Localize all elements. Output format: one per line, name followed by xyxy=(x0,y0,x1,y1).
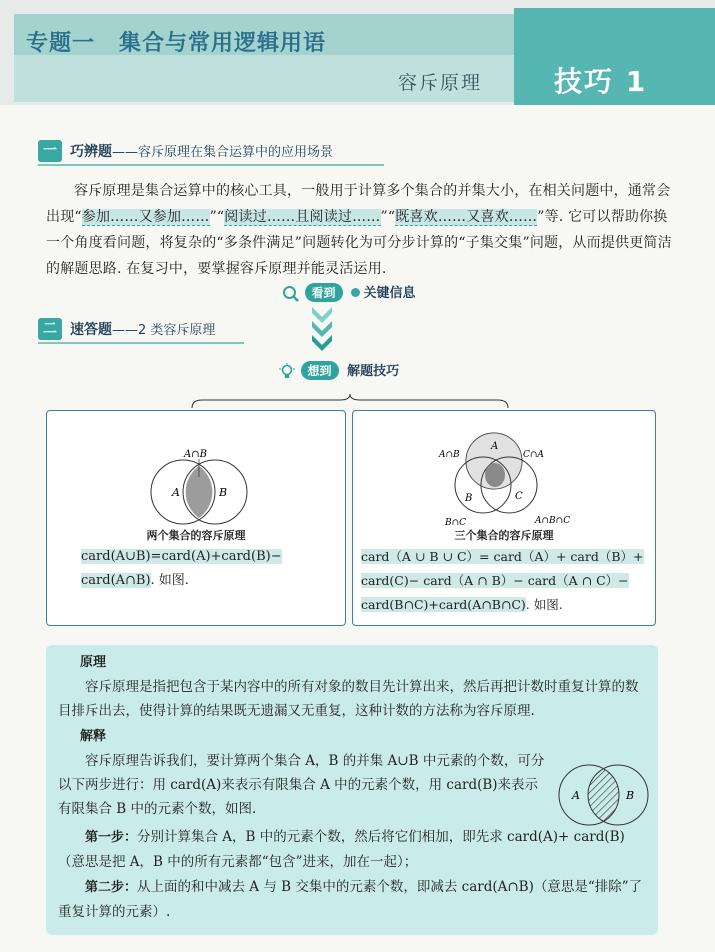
two-set-caption: 两个集合的容斥原理 xyxy=(146,529,246,542)
explain-text: 容斥原理告诉我们，要计算两个集合 A，B 的并集 A∪B 中元素的个数，可分以下两步进行：用 card(A)来表示有限集合 A 中的元素个数，用 card(B)来表示有限集合 B 中的元素个数，如图. xyxy=(58,753,545,817)
venn-label-intersection: A∩B xyxy=(184,449,207,460)
skill-label: 技巧 1 xyxy=(554,65,648,98)
lightbulb-icon xyxy=(278,363,296,381)
venn3-label-a: A xyxy=(491,441,499,452)
section2-underline xyxy=(38,342,244,344)
venn3-label-bc: B∩C xyxy=(445,518,467,528)
section2-heading xyxy=(38,318,215,340)
keyword-highlight-2: 阅读过……且阅读过…… xyxy=(224,209,381,225)
section2-subtitle: ——2 类容斥原理 xyxy=(112,323,216,338)
section2-title xyxy=(70,319,215,339)
section1-title xyxy=(70,141,333,161)
panel-venn-label-b: B xyxy=(626,789,635,802)
topic-title xyxy=(26,26,326,57)
two-set-formula: card(A∪B)=card(A)+card(B)− card(A∩B). 如图. xyxy=(81,549,282,588)
explain-title: 解释 xyxy=(80,729,107,744)
brace-connector xyxy=(190,392,510,410)
principle-panel xyxy=(46,645,658,935)
venn-label-b: B xyxy=(219,486,228,499)
think-text: 解题技巧 xyxy=(347,364,400,379)
three-set-formula: card（A ∪ B ∪ C）= card（A）+ card（B）+ card(C)− card（A ∩ B）− card（A ∩ C）− card(B∩C)+card(A∩B∩C). 如图. xyxy=(361,549,644,612)
think-skill xyxy=(278,360,399,381)
see-pill: 看到 xyxy=(305,283,343,302)
page-header xyxy=(0,0,715,105)
section2-badge: 二 xyxy=(38,318,62,340)
down-chevrons-icon xyxy=(311,305,333,353)
two-set-card xyxy=(46,410,346,626)
three-set-venn-diagram xyxy=(437,419,587,529)
subtopic-title: 容斥原理 xyxy=(398,72,483,94)
keyword-highlight-3: 既喜欢……又喜欢…… xyxy=(395,209,538,225)
panel-venn-label-a: A xyxy=(572,789,580,802)
section2-title-main: 速答题 xyxy=(70,322,112,338)
topic-name: 集合与常用逻辑用语 xyxy=(119,31,327,56)
see-text: 关键信息 xyxy=(363,286,416,301)
see-key-info xyxy=(282,282,416,303)
keyword-highlight-1: 参加……又参加…… xyxy=(81,209,210,225)
venn3-label-b: B xyxy=(465,493,473,504)
bullet-dot-icon xyxy=(351,288,360,297)
principle-text: 容斥原理是指把包含于某内容中的所有对象的数目先计算出来，然后再把计数时重复计算的数目排斥出去，使得计算的结果既无遗漏又无重复，这种计数的方法称为容斥原理. xyxy=(58,679,639,719)
section1-subtitle: ——容斥原理在集合运算中的应用场景 xyxy=(112,145,334,160)
think-pill: 想到 xyxy=(301,361,339,380)
three-set-card xyxy=(352,410,656,626)
magnifier-icon xyxy=(282,285,300,303)
two-set-venn-diagram xyxy=(139,447,259,527)
venn3-label-c: C xyxy=(515,491,523,502)
venn3-label-abc: A∩B∩C xyxy=(535,516,571,526)
principle-title: 原理 xyxy=(80,655,107,670)
step1-text: 第一步：分别计算集合 A，B 中的元素个数，然后将它们相加，即先求 card(A)+ card(B)（意思是把 A，B 中的所有元素都“包含”进来，加在一起）； xyxy=(58,829,625,870)
section1-underline xyxy=(38,164,384,166)
section1-heading xyxy=(38,140,339,162)
venn-label-a: A xyxy=(172,486,180,499)
intro-paragraph: 容斥原理是集合运算中的核心工具，一般用于计算多个集合的并集大小，在相关问题中，通常会出现“参加……又参加……”“阅读过……且阅读过……”“既喜欢……又喜欢……”等. 它可以帮助你换一个角度看问题，将复杂的“多条件满足”问题转化为可分步计算的“子集交集”问题，从而提供更简洁的解题思路. 在复习中，要掌握容斥原理并能灵活运用. xyxy=(46,183,672,277)
step2-text: 第二步：从上面的和中减去 A 与 B 交集中的元素个数，即减去 card(A∩B)（意思是“排除”了重复计算的元素）. xyxy=(58,879,643,920)
three-set-caption: 三个集合的容斥原理 xyxy=(454,529,554,542)
venn3-label-ca: C∩A xyxy=(523,450,544,460)
section1-title-main: 巧辨题 xyxy=(70,144,112,160)
panel-venn-diagram xyxy=(552,759,656,831)
section1-badge: 一 xyxy=(38,140,62,162)
topic-number: 专题一 xyxy=(26,31,96,56)
venn3-label-ab: A∩B xyxy=(439,450,460,460)
